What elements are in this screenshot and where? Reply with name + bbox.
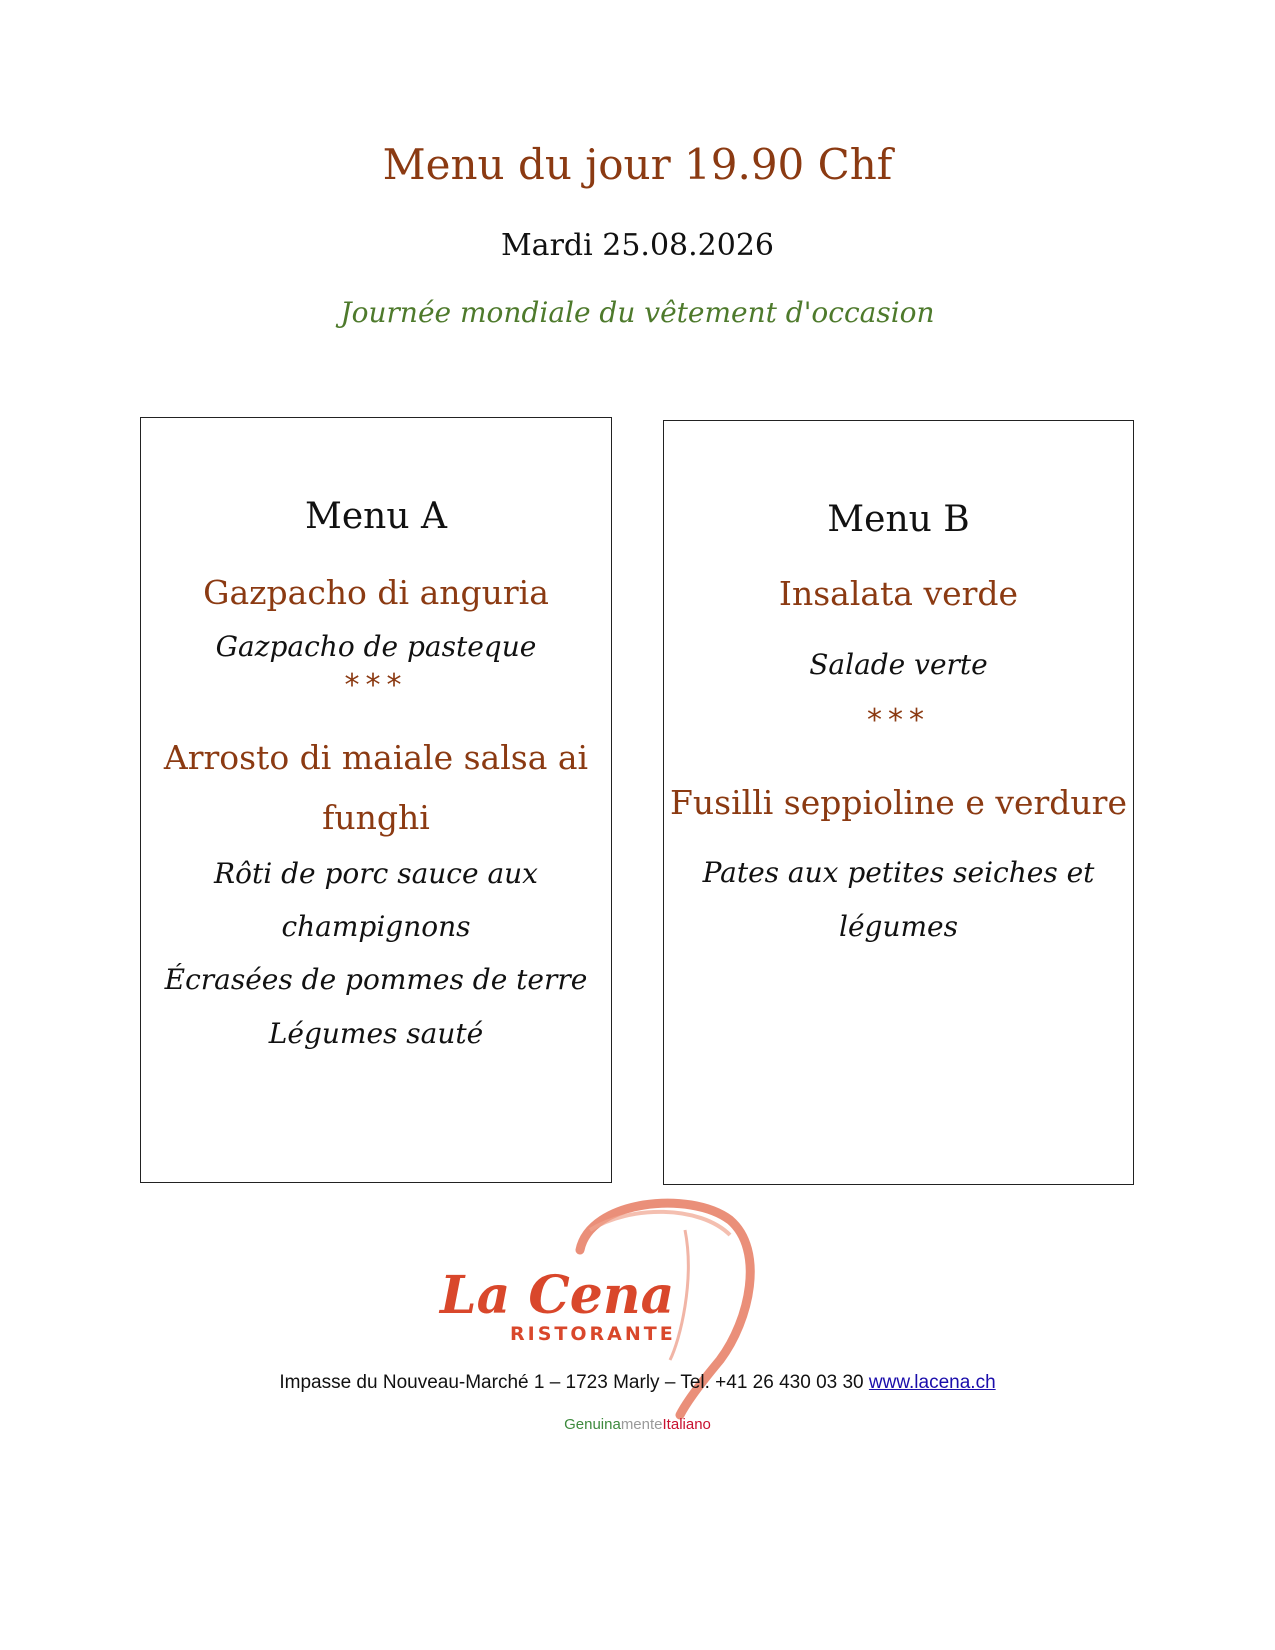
footer-address: Impasse du Nouveau-Marché 1 – 1723 Marly – Tel. +41 26 430 03 30	[279, 1372, 864, 1393]
website-link[interactable]: www.lacena.ch	[868, 1372, 996, 1393]
menu-a-box	[140, 417, 612, 1183]
menu-b-dish2-french-line2: légumes	[839, 910, 958, 943]
tagline-part2: mente	[620, 1416, 663, 1433]
occasion-subtitle: Journée mondiale du vêtement d'occasion	[340, 296, 935, 329]
menu-a-dish1-italian: Gazpacho di anguria	[203, 573, 549, 612]
menu-a-dish2-italian-line2: funghi	[322, 798, 430, 837]
menu-a-dish2-italian-line1: Arrosto di maiale salsa ai	[163, 738, 589, 777]
menu-a-dish2-french-line2: champignons	[281, 910, 471, 943]
menu-b-dish1-french: Salade verte	[809, 648, 988, 681]
tagline-part3: Italiano	[662, 1416, 711, 1433]
menu-a-separator: ***	[344, 668, 408, 703]
logo-name: La Cena	[440, 1265, 675, 1326]
menu-date: Mardi 25.08.2026	[500, 228, 775, 263]
menu-a-side2: Légumes sauté	[268, 1017, 484, 1050]
menu-b-dish1-italian: Insalata verde	[778, 574, 1019, 613]
tagline	[0, 1416, 1275, 1433]
menu-a-heading: Menu A	[305, 496, 447, 537]
menu-b-separator: ***	[867, 703, 930, 738]
menu-b-heading: Menu B	[827, 499, 970, 540]
page-title: Menu du jour 19.90 Chf	[382, 140, 893, 189]
tagline-part1: Genuina	[564, 1416, 621, 1433]
menu-a-dish2-french-line1: Rôti de porc sauce aux	[214, 857, 538, 890]
menu-a-dish1-french: Gazpacho de pasteque	[215, 630, 537, 663]
footer-contact	[0, 1372, 1275, 1394]
menu-a-side1: Écrasées de pommes de terre	[164, 963, 588, 996]
menu-b-box	[663, 420, 1134, 1185]
menu-b-dish2-french-line1: Pates aux petites seiches et	[702, 856, 1095, 889]
menu-b-dish2-italian: Fusilli seppioline e verdure	[670, 783, 1127, 822]
logo-subtitle: RISTORANTE	[510, 1323, 676, 1345]
